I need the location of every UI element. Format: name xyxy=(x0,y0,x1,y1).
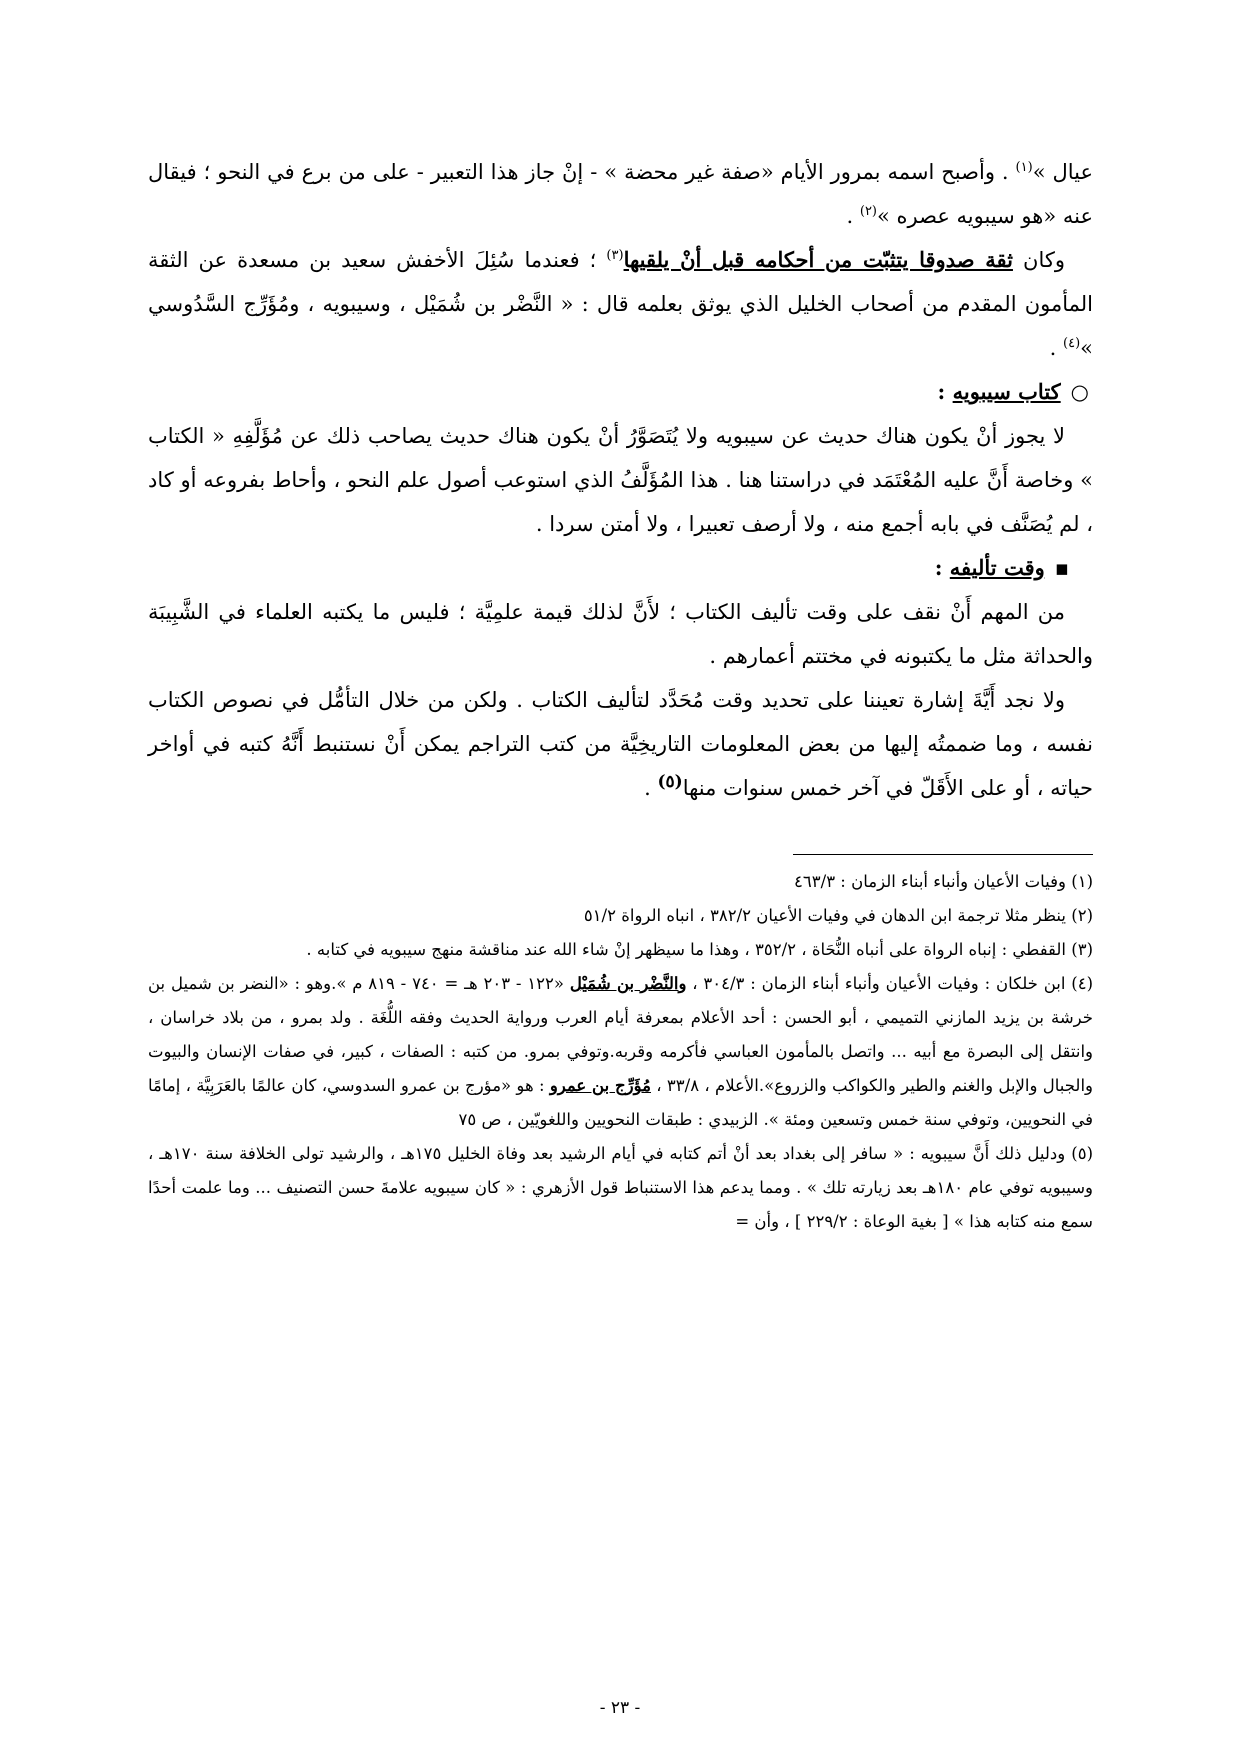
text-run: وكان xyxy=(1012,248,1065,272)
heading-colon: : xyxy=(937,379,953,404)
footnote-4 xyxy=(148,967,1093,1137)
heading-colon: : xyxy=(934,555,950,580)
footnote-ref-2: (٢) xyxy=(859,204,877,219)
text-run: . xyxy=(846,204,860,228)
text-run: . وأصبح اسمه بمرور الأيام «صفة غير محضة » - إنْ جاز هذا التعبير - على من برع في النحو ؛ فيقال عنه «هو سيبويه عصره » xyxy=(148,160,1093,228)
text-run: «١٢٢ - ٢٠٣ هـ = ٧٤٠ - ٨١٩ م ».وهو : «النضر بن شميل بن خرشة بن يزيد المازني التميمي ، أبو الحسن : أحد الأعلام بمعرفة أيام العرب ورواية الحديث وفقه اللُّغَة . ولد بمرو ، من بلاد خراسان ، وانتقل إلى البصرة مع أبيه ... واتصل بالمأمون العباسي فأكرمه وقربه.وتوفي بمرو. من كتبه : الصفات ، كبير، في صفات الإنسان والبيوت والجبال والإبل والغنم والطير والكواكب والزروع».الأعلام ، ٣٣/٨ ، xyxy=(148,974,1093,1095)
text-run: عيال » xyxy=(1032,160,1094,184)
paragraph-2 xyxy=(148,238,1093,370)
text-run: . xyxy=(644,776,658,800)
section-heading-kitab xyxy=(148,370,1093,414)
text-run: (٤) ابن خلكان : وفيات الأعيان وأنباء أبناء الزمان : ٣٠٤/٣ ، xyxy=(686,974,1093,993)
text-run: ؛ فعندما سُئِلَ الأخفش سعيد بن مسعدة عن الثقة المأمون المقدم من أصحاب الخليل الذي يوثق بعلمه قال : « النَّضْر بن شُمَيْل ، وسيبويه ، ومُؤَرِّج السَّدُوسي » xyxy=(148,248,1093,360)
paragraph-3 xyxy=(148,414,1093,546)
heading-title: وقت تأليفه xyxy=(949,555,1045,580)
name-emphasis: والنَّضْر بن شُمَيْل xyxy=(569,974,687,993)
paragraph-5 xyxy=(148,678,1093,810)
name-emphasis: مُؤَرِّج بن عمرو xyxy=(549,1076,651,1095)
footnote-ref-3: (٣) xyxy=(606,248,624,263)
text-run: . xyxy=(1049,336,1063,360)
footnote-5: (٥) ودليل ذلك أَنَّ سيبويه : « سافر إلى بغداد بعد أنْ أتم كتابه في أيام الرشيد بعد وفاة الخليل ١٧٥هـ ، والرشيد تولى الخلافة سنة ١٧٠هـ ، وسيبويه توفي عام ١٨٠هـ بعد زيارته تلك » . ومما يدعم هذا الاستنباط قول الأزهري : « كان سيبويه علامةَ حسن التصنيف ... وما علمت أحدًا سمع منه كتابه هذا » [ بغية الوعاة : ٢٢٩/٢ ] ، وأن = xyxy=(148,1144,1093,1231)
footnotes xyxy=(148,865,1093,1239)
text-run: من المهم أَنْ نقف على وقت تأليف الكتاب ؛ لأَنَّ لذلك قيمة علمِيَّة ؛ فليس ما يكتبه العلماء في الشَّبِيبَة والحداثة مثل ما يكتبونه في مختتم أعمارهم . xyxy=(148,600,1093,668)
footnote-ref-1: (١) xyxy=(1015,160,1033,175)
page-content xyxy=(148,150,1093,1239)
page-number: - ٢٣ - xyxy=(599,1698,641,1718)
square-bullet-icon: ▪ xyxy=(1054,556,1069,580)
text-run: ولا نجد أَيَّةَ إشارة تعيننا على تحديد وقت مُحَدَّد لتأليف الكتاب . ولكن من خلال التأمُّل في نصوص الكتاب نفسه ، وما ضممتُه إليها من بعض المعلومات التاريخِيَّة من كتب التراجم يمكن أَنْ نستنبط أَنَّهُ كتبه في أواخر حياته ، أو على الأَقَلّ في آخر خمس سنوات منها xyxy=(148,688,1093,800)
paragraph-4 xyxy=(148,590,1093,678)
section-heading-waqt xyxy=(148,546,1093,590)
circle-bullet-icon: ○ xyxy=(1070,380,1089,404)
footnote-ref-4: (٤) xyxy=(1063,336,1081,351)
footnote-separator xyxy=(148,854,1093,855)
paragraph-1 xyxy=(148,150,1093,238)
footnote-3: (٣) القفطي : إنباه الرواة على أنباه النُّحَاة ، ٣٥٢/٢ ، وهذا ما سيظهر إنْ شاء الله عند مناقشة منهج سيبويه في كتابه . xyxy=(306,940,1093,959)
main-text xyxy=(148,150,1093,810)
footnote-ref-5: (٥) xyxy=(657,772,683,792)
heading-title: كتاب سيبويه xyxy=(952,379,1061,404)
text-run: : هو «مؤرج بن عمرو السدوسي، كان عالمًا بالعَرَبِيَّة ، إمامًا في النحويين، وتوفي سنة خمس وتسعين ومئة ». الزبيدي : طبقات النحويين واللغويّين ، ص ٧٥ xyxy=(148,1076,1093,1129)
footnote-1: (١) وفيات الأعيان وأنباء أبناء الزمان : ٤٦٣/٣ xyxy=(794,872,1093,891)
emphasis-underlined: ثقة صدوقا يتثبّت من أحكامه قبل أنْ يلقيها xyxy=(623,247,1013,272)
text-run: لا يجوز أنْ يكون هناك حديث عن سيبويه ولا يُتَصَوَّرُ أنْ يكون هناك حديث يصاحب ذلك عن مُؤَلَّفِهِ « الكتاب » وخاصة أَنَّ عليه المُعْتَمَد في دراستنا هنا . هذا المُؤَلَّفُ الذي استوعب أصول علم النحو ، وأحاط بفروعه أو كاد ، لم يُصَنَّف في بابه أجمع منه ، ولا أرصف تعبيرا ، ولا أمتن سردا . xyxy=(148,424,1093,536)
footnote-2: (٢) ينظر مثلا ترجمة ابن الدهان في وفيات الأعيان ٣٨٢/٢ ، انباه الرواة ٥١/٢ xyxy=(583,906,1093,925)
